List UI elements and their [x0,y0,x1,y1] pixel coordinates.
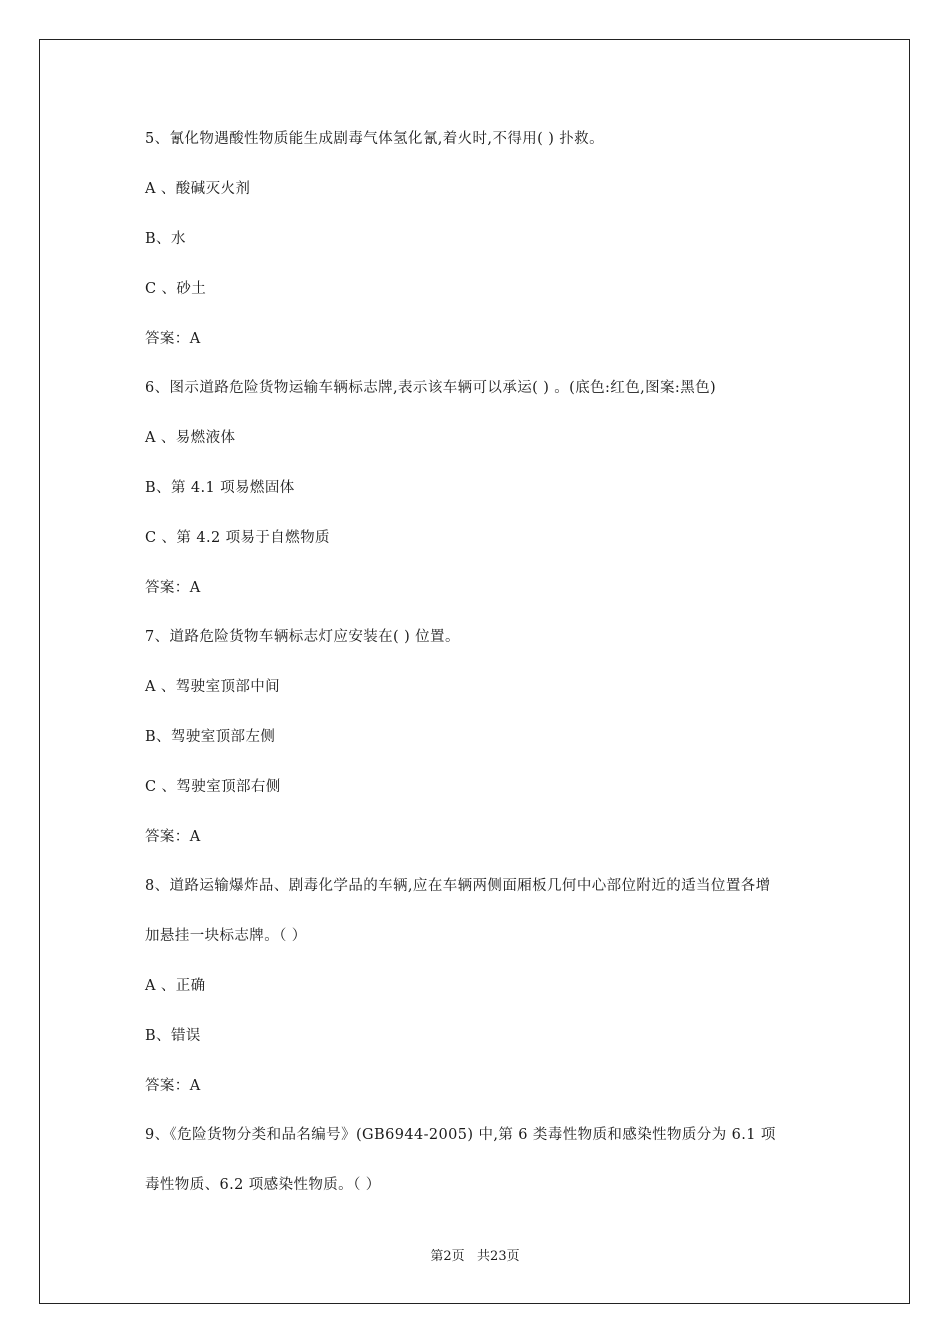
question-7-option-a: A 、驾驶室顶部中间 [145,679,281,695]
question-5-answer: 答案：A [145,331,201,347]
question-5-option-a: A 、酸碱灭火剂 [145,181,251,197]
question-7-option-c: C 、驾驶室顶部右侧 [145,779,281,795]
question-8-option-b: B、错误 [145,1028,201,1044]
question-7-option-b: B、驾驶室顶部左侧 [145,729,276,745]
question-6-option-c: C 、第 4.2 项易于自燃物质 [145,530,330,546]
question-5-option-b: B、水 [145,231,186,247]
question-6-answer: 答案：A [145,580,201,596]
page-number-footer: 第2页 共23页 [430,1249,520,1264]
question-9-text-line-1: 9、《危险货物分类和品名编号》(GB6944-2005) 中,第 6 类毒性物质和感染性物质分为 6.1 项 [145,1127,776,1143]
question-8-text-line-2: 加悬挂一块标志牌。（ ） [145,928,307,944]
question-7-text: 7、道路危险货物车辆标志灯应安装在( ) 位置。 [145,629,460,645]
question-9-text-line-2: 毒性物质、6.2 项感染性物质。（ ） [145,1177,381,1193]
question-6-text: 6、图示道路危险货物运输车辆标志牌,表示该车辆可以承运( ) 。(底色:红色,图案:黑色) [145,380,717,396]
question-7-answer: 答案：A [145,829,201,845]
question-5-text: 5、氰化物遇酸性物质能生成剧毒气体氢化氰,着火时,不得用( ) 扑救。 [145,131,604,147]
question-6-option-a: A 、易燃液体 [145,430,236,446]
question-8-option-a: A 、正确 [145,978,206,994]
question-8-text-line-1: 8、道路运输爆炸品、剧毒化学品的车辆,应在车辆两侧面厢板几何中心部位附近的适当位置各增 [145,878,771,894]
question-5-option-c: C 、砂土 [145,281,207,297]
question-6-option-b: B、第 4.1 项易燃固体 [145,480,295,496]
question-8-answer: 答案：A [145,1078,201,1094]
